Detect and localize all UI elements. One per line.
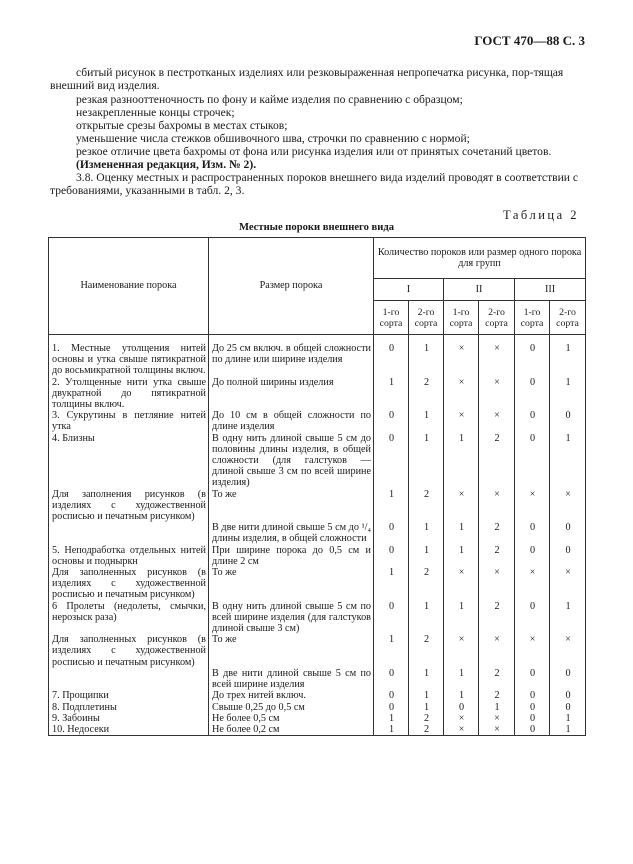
defect-name: Для заполненных рисунков (в изделиях с художественной росписью и печатным рисунком): [49, 567, 209, 601]
defect-count: 0: [374, 702, 409, 713]
defect-count: 1: [550, 343, 586, 377]
defect-count: 0: [550, 410, 586, 432]
defect-count: ×: [479, 634, 515, 668]
defect-count: 2: [479, 522, 515, 544]
defect-count: ×: [479, 489, 515, 523]
defect-count: 1: [409, 433, 444, 489]
defect-count: 0: [515, 545, 550, 567]
defect-count: ×: [444, 724, 479, 736]
defect-count: 1: [374, 567, 409, 601]
defect-count: 1: [550, 377, 586, 411]
defect-count: 1: [550, 724, 586, 736]
defect-count: 2: [409, 489, 444, 523]
defect-count: ×: [444, 343, 479, 377]
defect-count: 1: [409, 601, 444, 635]
defect-size: При ширине порока до 0,5 см и длине 2 см: [209, 545, 374, 567]
table-row: [49, 522, 586, 544]
table-row: [49, 690, 586, 701]
defect-name: 6 Пролеты (недолеты, смычки, нерозыск раза): [49, 601, 209, 635]
defect-count: 2: [479, 668, 515, 690]
defect-count: ×: [479, 713, 515, 724]
header-sort: 2-го сорта: [550, 301, 586, 335]
defect-count: 1: [374, 713, 409, 724]
defect-count: 0: [515, 377, 550, 411]
defect-count: 1: [374, 724, 409, 736]
table-row: [49, 377, 586, 411]
defect-size: То же: [209, 489, 374, 523]
defect-count: 2: [409, 634, 444, 668]
spacer-cell: [374, 335, 409, 344]
header-defect-size: Размер порока: [209, 238, 374, 335]
defect-count: 2: [409, 567, 444, 601]
spacer-cell: [515, 335, 550, 344]
defect-count: 0: [515, 668, 550, 690]
defect-count: 0: [444, 702, 479, 713]
table-row: [49, 410, 586, 432]
defect-count: ×: [444, 634, 479, 668]
defect-count: 1: [444, 690, 479, 701]
defect-name: 4. Близны: [49, 433, 209, 489]
defect-count: 1: [409, 343, 444, 377]
defect-count: 0: [550, 668, 586, 690]
intro-line-1: сбитый рисунок в пестротканых изделиях или резковыраженная непропечатка рисунка, пор-тящая внешний вид изделия.: [50, 66, 564, 93]
defect-name: 8. Подплетины: [49, 702, 209, 713]
defect-count: ×: [444, 377, 479, 411]
header-sort: 1-го сорта: [515, 301, 550, 335]
spacer-cell: [479, 335, 515, 344]
defect-name: 1. Местные утолщения нитей основы и утка свыше пятикратной до восьмикратной толщины включ.: [49, 343, 209, 377]
defect-count: 1: [409, 522, 444, 544]
defect-count: ×: [479, 377, 515, 411]
defect-count: ×: [515, 489, 550, 523]
defect-size: То же: [209, 634, 374, 668]
defect-name: [49, 522, 209, 544]
table-row: [49, 713, 586, 724]
defect-count: ×: [444, 713, 479, 724]
defect-count: 1: [409, 410, 444, 432]
defect-count: ×: [444, 410, 479, 432]
defect-size: До трех нитей включ.: [209, 690, 374, 701]
defect-count: 0: [515, 713, 550, 724]
defect-count: 2: [479, 690, 515, 701]
intro-line-4: открытые срезы бахромы в местах стыков;: [76, 119, 288, 132]
defect-size: В две нити длиной свыше 5 см до ¹/₄ длины изделия, в общей сложности: [209, 522, 374, 544]
defect-count: 0: [550, 522, 586, 544]
defect-size: В одну нить длиной свыше 5 см по всей ширине изделия (для галстуков длиной свыше 3 см): [209, 601, 374, 635]
table-label: Таблица 2: [503, 208, 579, 222]
defect-count: 0: [515, 724, 550, 736]
header-defect-name: Наименование порока: [49, 238, 209, 335]
defect-count: ×: [479, 724, 515, 736]
spacer-cell: [444, 335, 479, 344]
defect-count: 0: [515, 343, 550, 377]
defect-count: 0: [550, 690, 586, 701]
table-row: [49, 601, 586, 635]
defect-count: 0: [374, 522, 409, 544]
defect-count: 1: [550, 713, 586, 724]
defect-count: 1: [444, 433, 479, 489]
defect-name: [49, 668, 209, 690]
defect-count: ×: [515, 634, 550, 668]
defect-count: 0: [374, 545, 409, 567]
defect-count: 0: [374, 668, 409, 690]
defect-size: Не более 0,2 см: [209, 724, 374, 736]
defect-count: ×: [479, 410, 515, 432]
header-group-2: II: [444, 279, 515, 301]
defect-count: 1: [444, 545, 479, 567]
header-sort: 1-го сорта: [444, 301, 479, 335]
defect-count: 1: [444, 522, 479, 544]
defect-count: ×: [550, 489, 586, 523]
defect-count: ×: [444, 489, 479, 523]
header-group-1: I: [374, 279, 444, 301]
defect-name: 7. Прощипки: [49, 690, 209, 701]
defect-count: 0: [515, 690, 550, 701]
defect-count: 1: [374, 489, 409, 523]
defect-count: 0: [550, 702, 586, 713]
header-count: Количество пороков или размер одного порока для групп: [374, 238, 586, 279]
defect-count: 0: [515, 601, 550, 635]
defect-count: 1: [409, 545, 444, 567]
defect-count: 0: [374, 410, 409, 432]
defect-size: В две нити длиной свыше 5 см по всей ширине изделия: [209, 668, 374, 690]
defect-name: 9. Забоины: [49, 713, 209, 724]
defect-count: 1: [409, 702, 444, 713]
defect-size: До 10 см в общей сложности по длине изделия: [209, 410, 374, 432]
defect-count: 1: [374, 634, 409, 668]
revision-note: (Измененная редакция, Изм. № 2).: [76, 158, 257, 171]
table-row: [49, 702, 586, 713]
defect-count: 0: [515, 410, 550, 432]
header-sort: 2-го сорта: [409, 301, 444, 335]
header-sort: 2-го сорта: [479, 301, 515, 335]
defect-count: ×: [479, 567, 515, 601]
spacer-cell: [550, 335, 586, 344]
defect-count: 1: [444, 601, 479, 635]
defect-count: 1: [374, 377, 409, 411]
defect-count: 2: [409, 724, 444, 736]
defects-table: [48, 237, 586, 736]
defect-count: ×: [444, 567, 479, 601]
defect-name: Для заполнения рисунков (в изделиях с художественной росписью и печатным рисунком): [49, 489, 209, 523]
defect-count: ×: [479, 343, 515, 377]
spacer-cell: [409, 335, 444, 344]
defect-count: 0: [374, 343, 409, 377]
spacer-cell: [49, 335, 209, 344]
table-row: [49, 668, 586, 690]
defect-count: 0: [374, 601, 409, 635]
table-row: [49, 489, 586, 523]
defect-name: Для заполненных рисунков (в изделиях с художественной росписью и печатным рисунком): [49, 634, 209, 668]
header-sort: 1-го сорта: [374, 301, 409, 335]
defect-count: 2: [479, 545, 515, 567]
defect-size: В одну нить длиной свыше 5 см до половины длины изделия, в общей сложности (для галстуков — длиной свыше 3 см по всей ширине изделия): [209, 433, 374, 489]
defect-count: 2: [479, 601, 515, 635]
clause-3-8: 3.8. Оценку местных и распространенных пороков внешнего вида изделий проводят в соответствии с требованиями, указанными в табл. 2, 3.: [50, 171, 579, 198]
defect-count: 0: [374, 433, 409, 489]
defect-size: Не более 0,5 см: [209, 713, 374, 724]
table-row: [49, 433, 586, 489]
defect-count: 1: [409, 690, 444, 701]
defect-size: До полной ширины изделия: [209, 377, 374, 411]
defect-count: 0: [550, 545, 586, 567]
defect-count: 2: [409, 377, 444, 411]
table-row: [49, 724, 586, 736]
defect-count: 1: [409, 668, 444, 690]
table-title: Местные пороки внешнего вида: [238, 222, 395, 233]
table-row: [49, 567, 586, 601]
defect-count: 0: [515, 522, 550, 544]
intro-line-3: незакрепленные концы строчек;: [76, 106, 235, 119]
defect-count: 1: [479, 702, 515, 713]
defect-name: 3. Сукрутины в петляние нитей утка: [49, 410, 209, 432]
spacer-cell: [209, 335, 374, 344]
defect-count: 0: [515, 702, 550, 713]
defect-count: 1: [444, 668, 479, 690]
defect-count: 0: [515, 433, 550, 489]
defect-name: 5. Неподработка отдельных нитей основы и подныркн: [49, 545, 209, 567]
defect-count: ×: [515, 567, 550, 601]
table-row: [49, 545, 586, 567]
intro-line-5: уменьшение числа стежков обшивочного шва, строчки по сравнению с нормой;: [76, 132, 470, 145]
table-row: [49, 343, 586, 377]
defect-size: То же: [209, 567, 374, 601]
defect-count: ×: [550, 634, 586, 668]
defect-count: 0: [374, 690, 409, 701]
defect-name: 2. Утолщенные нити утка свыше двукратной до пятикратной толщины включ.: [49, 377, 209, 411]
defect-name: 10. Недосеки: [49, 724, 209, 736]
defect-count: 2: [409, 713, 444, 724]
defect-size: Свыше 0,25 до 0,5 см: [209, 702, 374, 713]
intro-line-2: резкая разнооттеночность по фону и кайме изделия по сравнению с образцом;: [76, 93, 463, 106]
defect-size: До 25 см включ. в общей сложности по длине или ширине изделия: [209, 343, 374, 377]
defect-count: ×: [550, 567, 586, 601]
defect-count: 1: [550, 433, 586, 489]
intro-line-6: резкое отличие цвета бахромы от фона или рисунка изделия или от принятых сочетаний цветов.: [76, 145, 552, 158]
table-row: [49, 634, 586, 668]
header-group-3: III: [515, 279, 586, 301]
defect-count: 1: [550, 601, 586, 635]
table-body: [49, 335, 586, 736]
defect-count: 2: [479, 433, 515, 489]
page-header: ГОСТ 470—88 С. 3: [474, 33, 585, 48]
